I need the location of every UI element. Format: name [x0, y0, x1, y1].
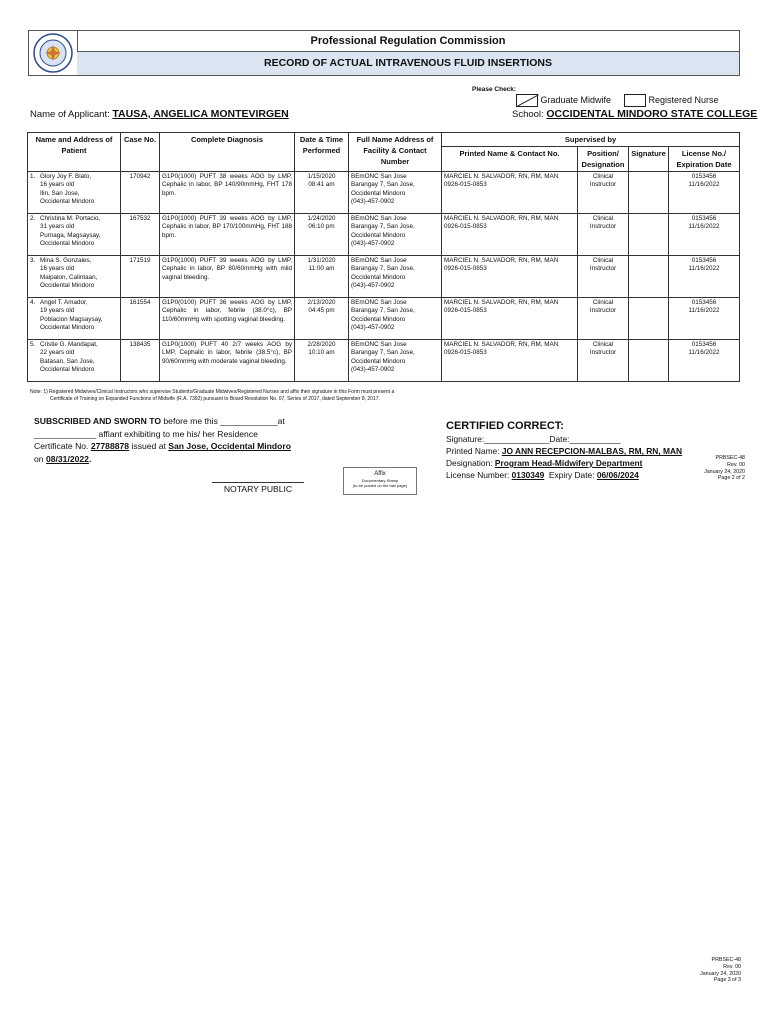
sworn-text-2: _____________ affiant exhibiting to me his/ her Residence [34, 428, 258, 439]
printed-line: MARCIEL N. SALVADOR, RN, RM, MAN [444, 173, 559, 180]
printed-cell [442, 298, 578, 340]
signature-cell[interactable] [629, 340, 669, 382]
printed-cell [442, 340, 578, 382]
row-number: 3. [30, 257, 36, 264]
patient-line: Glory Joy F. Biato, [40, 173, 92, 180]
row-number: 5. [30, 341, 36, 348]
diagnosis: G1P0(1000) PUFT 40 2/7 weeks AOG by LMP, Cephalic in labor, febrile (38.5°c), BP 90/60mmHg with moderate vaginal bleeding. [160, 340, 295, 382]
printed-line: MARCIEL N. SALVADOR, RN, RM, MAN [444, 257, 559, 264]
signature-cell[interactable] [629, 214, 669, 256]
case-no: 171519 [121, 256, 160, 298]
datetime-cell [295, 298, 349, 340]
license-no: 0153456 [691, 173, 717, 180]
facility-line: (043)-457-0902 [351, 366, 395, 374]
sworn-text-3a: Certificate No. [34, 441, 89, 451]
date-label: Date: [549, 434, 570, 444]
signature-label: Signature: [446, 434, 485, 444]
printed-line: 0926-015-0853 [444, 181, 487, 189]
facility-line: (043)-457-0902 [351, 198, 395, 206]
case-no: 170942 [121, 172, 160, 214]
form-code: PRBSEC-48 [715, 455, 745, 461]
patient-line: Occidental Mindoro [40, 198, 95, 206]
patient-line: Cristie G. Mandapat, [40, 341, 98, 348]
license-expiry: 11/16/2022 [688, 181, 720, 189]
form-info-page3 [656, 957, 741, 984]
facility-line: BEmONC San Jose [351, 299, 407, 306]
facility-cell [349, 340, 442, 382]
checkbox-unchecked[interactable] [624, 94, 646, 107]
form-rev: Rev. 00 [723, 963, 741, 970]
signature-cell[interactable] [629, 172, 669, 214]
datetime-cell [295, 172, 349, 214]
diagnosis: G1P0(1000) PUFT 39 weeks AOG by LMP, Cephalic in labor, BP 170/100mmHg, FHT 188 bpm. [160, 214, 295, 256]
form-title: RECORD OF ACTUAL INTRAVENOUS FLUID INSERTIONS [77, 52, 739, 75]
position-line: Clinical [592, 173, 614, 180]
checkbox-checked-mark[interactable] [516, 94, 538, 107]
row-number: 1. [30, 173, 36, 180]
printed-line: MARCIEL N. SALVADOR, RN, RM, MAN [444, 341, 559, 348]
records-table [27, 132, 740, 382]
facility-line: Barangay 7, San Jose, [351, 265, 415, 273]
position-cell [578, 340, 629, 382]
facility-line: BEmONC San Jose [351, 215, 407, 222]
header-signature: Signature [629, 147, 669, 172]
date-performed: 1/24/2020 [307, 215, 336, 222]
position-line: Instructor [589, 307, 617, 315]
diagnosis: G1P0(0100) PUFT 36 weeks AOG by LMP, Cephalic in labor, febrile (38.0°c), BP 110/60mmHg with spotting vaginal bleeding. [160, 298, 295, 340]
applicant-label: Name of Applicant: [30, 109, 110, 120]
form-page: Page 3 of 3 [713, 977, 741, 984]
checkbox-graduate-midwife[interactable] [516, 94, 611, 107]
facility-line: BEmONC San Jose [351, 173, 407, 180]
case-no: 138435 [121, 340, 160, 382]
certifier-license: 0130349 [511, 470, 545, 480]
facility-cell [349, 298, 442, 340]
printed-line: 0926-015-0853 [444, 265, 487, 273]
case-no: 161554 [121, 298, 160, 340]
header-diagnosis: Complete Diagnosis [160, 133, 295, 172]
form-code: PRBSEC-48 [711, 957, 741, 963]
license-expiry: 11/16/2022 [688, 223, 720, 231]
facility-cell [349, 214, 442, 256]
patient-line: Mina S. Gonzales, [40, 257, 92, 264]
stamp-line-2: Documentary Stamp [361, 478, 399, 483]
facility-line: Occidental Mindoro [351, 315, 406, 323]
residence-cert-no: 27788878 [90, 441, 130, 451]
printed-cell [442, 214, 578, 256]
school-line [512, 108, 757, 120]
certifier-expiry: 06/06/2024 [596, 470, 639, 480]
datetime-cell [295, 214, 349, 256]
printed-line: 0926-015-0853 [444, 349, 487, 357]
patient-line: Angel T. Amador, [40, 299, 88, 306]
license-cell [669, 172, 740, 214]
prc-seal-logo [29, 31, 78, 75]
printed-cell [442, 256, 578, 298]
position-line: Instructor [589, 223, 617, 231]
facility-line: Barangay 7, San Jose, [351, 349, 415, 357]
diagnosis: G1P0(1000) PUFT 38 weeks AOG by LMP, Cephalic in labor, BP 140/90mmHg, FHT 178 bpm. [160, 172, 295, 214]
time-performed: 08:41 am [308, 181, 335, 189]
patient-line: Ilin, San Jose, [40, 189, 80, 197]
form-date: January 24, 2020 [704, 468, 745, 475]
header-supervised: Supervised by [442, 133, 740, 147]
table-row [28, 172, 740, 214]
notary-signature-line [212, 482, 304, 483]
license-no: 0153456 [691, 341, 717, 348]
header-position: Position/ Designation [578, 147, 629, 172]
license-expiry: 11/16/2022 [688, 307, 720, 315]
header-printed: Printed Name & Contact No. [442, 147, 578, 172]
header-facility: Full Name Address of Facility & Contact Number [349, 133, 442, 172]
license-label: License Number: [446, 470, 510, 480]
sworn-statement: SUBSCRIBED AND SWORN TO before me this ____________at _____________ affiant exhibiting to me his/ her Residence Certificate No. 27788878 issued at San Jose, Occidental Mindoro on 08/31/2022. [34, 415, 314, 465]
facility-line: Barangay 7, San Jose, [351, 223, 415, 231]
form-rev: Rev. 00 [727, 461, 745, 468]
certifier-name: JO ANN RECEPCION-MALBAS, RM, RN, MAN [501, 446, 683, 456]
signature-cell[interactable] [629, 298, 669, 340]
patient-line: 31 years old [40, 223, 75, 231]
row-number: 2. [30, 215, 36, 222]
sworn-text-3b: issued at [131, 441, 166, 451]
table-row [28, 256, 740, 298]
date-performed: 2/28/2020 [307, 341, 336, 348]
position-cell [578, 172, 629, 214]
printed-line: 0926-015-0853 [444, 307, 487, 315]
facility-line: (043)-457-0902 [351, 324, 395, 332]
patient-line: 19 years old [40, 307, 75, 315]
license-no: 0153456 [691, 215, 717, 222]
applicant-name: TAUSA, ANGELICA MONTEVIRGEN [112, 108, 289, 120]
case-no: 167532 [121, 214, 160, 256]
patient-line: Christina M. Portacio, [40, 215, 101, 222]
applicant-line [30, 108, 289, 120]
facility-line: Barangay 7, San Jose, [351, 181, 415, 189]
expiry-label: Expiry Date: [548, 470, 595, 480]
patient-line: Occidental Mindoro [40, 324, 95, 332]
org-name: Professional Regulation Commission [77, 31, 739, 52]
header-patient: Name and Address of Patient [28, 133, 121, 172]
facility-cell [349, 256, 442, 298]
time-performed: 06:10 pm [308, 223, 335, 231]
printed-cell [442, 172, 578, 214]
patient-line: Occidental Mindoro [40, 282, 95, 290]
diagnosis: G1P0(1000) PUFT 39 weeks AOG by LMP, Cephalic in labor, BP 80/60mmHg with mild vaginal bleeding. [160, 256, 295, 298]
header-datetime: Date & Time Performed [295, 133, 349, 172]
position-line: Instructor [589, 349, 617, 357]
position-line: Clinical [592, 257, 614, 264]
document-header [28, 30, 740, 76]
printed-line: 0926-015-0853 [444, 223, 487, 231]
facility-line: Occidental Mindoro [351, 189, 406, 197]
sworn-lead: SUBSCRIBED AND SWORN TO [34, 416, 162, 426]
certified-correct-title: CERTIFIED CORRECT: [446, 420, 564, 432]
documentary-stamp-box [343, 467, 417, 495]
patient-line: Malpalon, Calintaan, [40, 273, 98, 281]
patient-cell [28, 256, 121, 298]
date-performed: 1/15/2020 [307, 173, 336, 180]
row-number: 4. [30, 299, 36, 306]
sworn-text-1: before me this ____________at [163, 416, 285, 426]
printed-line: MARCIEL N. SALVADOR, RN, RM, MAN [444, 299, 559, 306]
facility-line: BEmONC San Jose [351, 257, 407, 264]
patient-cell [28, 298, 121, 340]
facility-cell [349, 172, 442, 214]
sworn-text-4a: on [34, 453, 44, 464]
facility-line: Occidental Mindoro [351, 273, 406, 281]
patient-line: 16 years old [40, 265, 75, 273]
datetime-cell [295, 256, 349, 298]
time-performed: 11:00 am [308, 265, 335, 273]
header-case: Case No. [121, 133, 160, 172]
registered-nurse-label: Registered Nurse [648, 94, 719, 105]
patient-line: Occidental Mindoro [40, 366, 95, 374]
table-row [28, 298, 740, 340]
patient-line: 16 years old [40, 181, 75, 189]
date-performed: 2/13/2020 [307, 299, 336, 306]
checkbox-registered-nurse[interactable] [624, 94, 719, 107]
date-performed: 1/31/2020 [307, 257, 336, 264]
license-no: 0153456 [691, 257, 717, 264]
table-note [30, 389, 730, 402]
form-info-page2 [660, 455, 745, 482]
time-performed: 10:10 am [308, 349, 335, 357]
graduate-midwife-label: Graduate Midwife [540, 94, 612, 105]
position-line: Clinical [592, 341, 614, 348]
please-check-label: Please Check: [472, 86, 517, 93]
patient-line: Batasan, San Jose, [40, 357, 95, 365]
table-row [28, 340, 740, 382]
license-cell [669, 340, 740, 382]
license-cell [669, 214, 740, 256]
certified-block: Signature:______________Date:___________ Printed Name: JO ANN RECEPCION-MALBAS, RM, RN, MAN Designation: Program Head-Midwifery Department License Number: 0130349 Expiry Date: 06/06/2024 [446, 434, 683, 480]
form-page: Page 2 of 2 [717, 475, 745, 482]
patient-cell [28, 214, 121, 256]
patient-cell [28, 340, 121, 382]
time-performed: 04:45 pm [308, 307, 335, 315]
patient-line: Occidental Mindoro [40, 240, 95, 248]
license-cell [669, 256, 740, 298]
position-cell [578, 214, 629, 256]
notary-public-label: NOTARY PUBLIC [223, 484, 293, 494]
position-cell [578, 256, 629, 298]
school-name: OCCIDENTAL MINDORO STATE COLLEGE [546, 108, 758, 120]
header-license: License No./ Expiration Date [669, 147, 740, 172]
facility-line: Occidental Mindoro [351, 231, 406, 239]
designation-label: Designation: [446, 458, 493, 468]
position-line: Instructor [589, 181, 617, 189]
patient-line: Poblacion Magsaysay, [40, 315, 103, 323]
note-line-1: Note: 1) Registered Midwives/Clinical Instructors who supervise Students/Graduate Midwives/Registered Nurses and affix their signature in this Form must present a [30, 389, 395, 395]
position-cell [578, 298, 629, 340]
position-line: Instructor [589, 265, 617, 273]
facility-line: Occidental Mindoro [351, 357, 406, 365]
facility-line: (043)-457-0902 [351, 282, 395, 290]
facility-line: Barangay 7, San Jose, [351, 307, 415, 315]
position-line: Clinical [592, 215, 614, 222]
license-cell [669, 298, 740, 340]
patient-cell [28, 172, 121, 214]
printed-name-label: Printed Name: [446, 446, 500, 456]
patient-line: Purnaga, Magsaysay, [40, 231, 101, 239]
license-expiry: 11/16/2022 [688, 349, 720, 357]
issued-date: 08/31/2022 [45, 453, 89, 464]
table-row [28, 214, 740, 256]
license-expiry: 11/16/2022 [688, 265, 720, 273]
facility-line: BEmONC San Jose [351, 341, 407, 348]
facility-line: (043)-457-0902 [351, 240, 395, 248]
school-label: School: [512, 109, 544, 120]
issued-place: San Jose, Occidental Mindoro [168, 441, 292, 451]
stamp-affix: Affix [374, 471, 386, 477]
datetime-cell [295, 340, 349, 382]
stamp-line-3: (to be posted on the last page) [352, 483, 408, 488]
printed-line: MARCIEL N. SALVADOR, RN, RM, MAN [444, 215, 559, 222]
patient-line: 22 years old [40, 349, 75, 357]
license-no: 0153456 [691, 299, 717, 306]
note-line-2: Certificate of Training on Expanded Functions of Midwife (R.A. 7392) pursuant to Board Resolution No. 07, Series of 2017, dated September 8, 2017. [50, 395, 380, 402]
signature-cell[interactable] [629, 256, 669, 298]
position-line: Clinical [592, 299, 614, 306]
form-date: January 24, 2020 [700, 970, 741, 977]
certifier-designation: Program Head-Midwifery Department [494, 458, 643, 468]
